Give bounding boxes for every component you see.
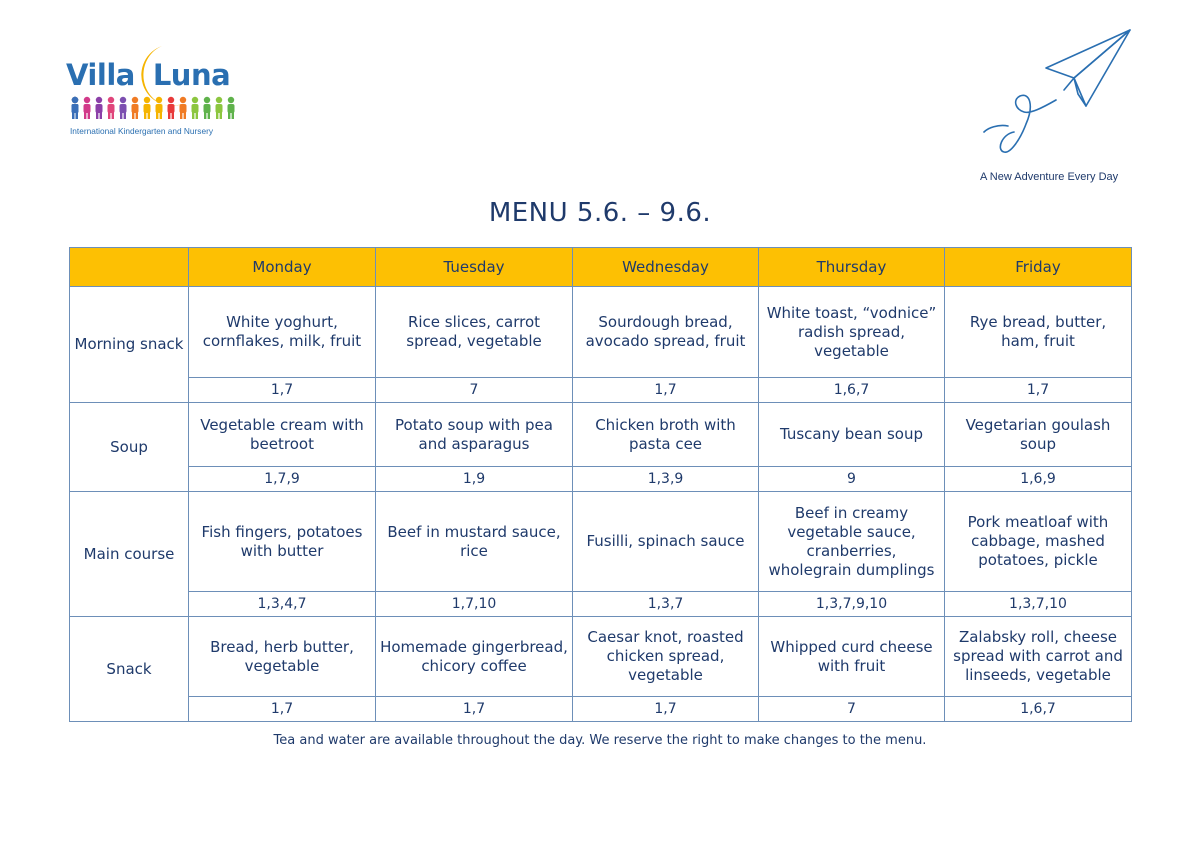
meal-cell: Beef in creamy vegetable sauce, cranberries, wholegrain dumplings [759,492,945,592]
allergen-cell: 1,7 [189,378,376,403]
meal-cell: Tuscany bean soup [759,403,945,467]
row-label-morning-snack: Morning snack [70,287,189,403]
meal-cell: Vegetarian goulash soup [945,403,1132,467]
logo-word-villa: Villa [66,58,135,92]
villa-luna-logo [66,44,246,139]
table-row [70,287,1132,378]
paper-plane-icon [980,28,1140,163]
page-title: MENU 5.6. – 9.6. [488,198,712,228]
allergen-row [70,467,1132,492]
header-tuesday: Tuesday [376,248,573,287]
allergen-cell: 1,9 [376,467,573,492]
allergen-cell: 1,7,10 [376,592,573,617]
header-monday: Monday [189,248,376,287]
row-label-main-course: Main course [70,492,189,617]
row-label-soup: Soup [70,403,189,492]
meal-cell: Potato soup with pea and asparagus [376,403,573,467]
header-wednesday: Wednesday [573,248,759,287]
meal-cell: Fish fingers, potatoes with butter [189,492,376,592]
allergen-cell: 1,7 [573,697,759,722]
logo-subtitle: International Kindergarten and Nursery [70,126,213,136]
allergen-cell: 1,3,7,9,10 [759,592,945,617]
allergen-cell: 1,6,7 [759,378,945,403]
meal-cell: Vegetable cream with beetroot [189,403,376,467]
meal-cell: Chicken broth with pasta cee [573,403,759,467]
header-corner-cell [70,248,189,287]
meal-cell: Whipped curd cheese with fruit [759,617,945,697]
meal-cell: Bread, herb butter, vegetable [189,617,376,697]
weekly-menu-table [69,247,1132,722]
row-label-snack: Snack [70,617,189,722]
meal-cell: White toast, “vodnice” radish spread, vegetable [759,287,945,378]
meal-cell: Zalabsky roll, cheese spread with carrot and linseeds, vegetable [945,617,1132,697]
table-row [70,403,1132,467]
allergen-cell: 1,7,9 [189,467,376,492]
table-row [70,492,1132,592]
allergen-cell: 1,6,7 [945,697,1132,722]
meal-cell: Homemade gingerbread, chicory coffee [376,617,573,697]
table-row [70,617,1132,697]
allergen-cell: 7 [759,697,945,722]
tagline: A New Adventure Every Day [980,171,1119,183]
children-row-icon [70,96,240,120]
footer-note: Tea and water are available throughout the day. We reserve the right to make changes to the menu. [273,733,927,748]
meal-cell: White yoghurt, cornflakes, milk, fruit [189,287,376,378]
allergen-cell: 1,3,7 [573,592,759,617]
allergen-cell: 1,7 [189,697,376,722]
meal-cell: Caesar knot, roasted chicken spread, vegetable [573,617,759,697]
header-thursday: Thursday [759,248,945,287]
allergen-cell: 1,7 [376,697,573,722]
allergen-row [70,697,1132,722]
header-friday: Friday [945,248,1132,287]
logo-wordmark [66,58,230,92]
allergen-row [70,592,1132,617]
allergen-cell: 1,3,9 [573,467,759,492]
allergen-cell: 1,6,9 [945,467,1132,492]
allergen-cell: 1,3,7,10 [945,592,1132,617]
allergen-cell: 1,7 [573,378,759,403]
meal-cell: Pork meatloaf with cabbage, mashed potatoes, pickle [945,492,1132,592]
allergen-cell: 1,7 [945,378,1132,403]
allergen-row [70,378,1132,403]
meal-cell: Beef in mustard sauce, rice [376,492,573,592]
allergen-cell: 1,3,4,7 [189,592,376,617]
table-header-row [70,248,1132,287]
meal-cell: Sourdough bread, avocado spread, fruit [573,287,759,378]
allergen-cell: 7 [376,378,573,403]
meal-cell: Fusilli, spinach sauce [573,492,759,592]
logo-word-luna: Luna [152,58,231,92]
meal-cell: Rice slices, carrot spread, vegetable [376,287,573,378]
meal-cell: Rye bread, butter, ham, fruit [945,287,1132,378]
allergen-cell: 9 [759,467,945,492]
